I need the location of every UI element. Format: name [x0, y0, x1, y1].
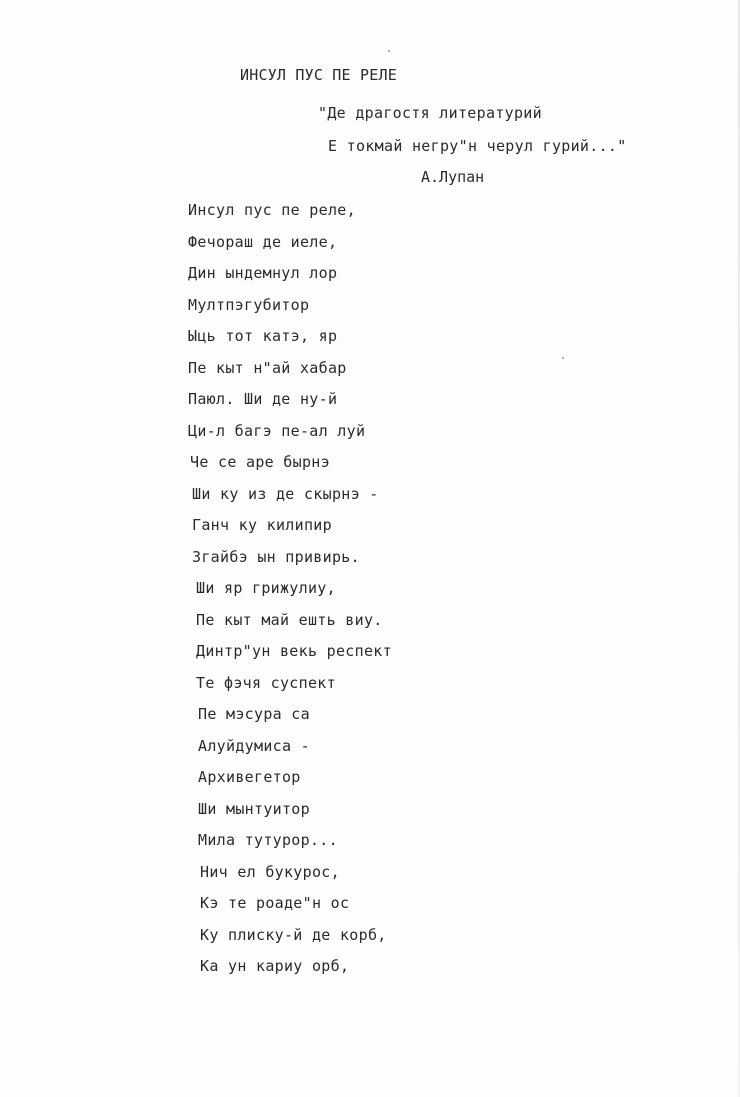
verse-line: Алуйдумиса - — [198, 736, 310, 755]
poem-title: ИНСУЛ ПУС ПЕ РЕЛЕ — [240, 66, 397, 84]
verse-line: Мила тутурор... — [198, 831, 338, 849]
epigraph-line-2: Е токмай негру"н черул гурий..." — [328, 137, 627, 155]
verse-line: Архивегетор — [198, 768, 301, 786]
verse-line: Пе кыт н"ай хабар — [188, 358, 347, 377]
epigraph-author: А.Лупан — [421, 168, 485, 186]
verse-line: Мултпэгубитор — [188, 295, 310, 314]
verse-line: Ку плиску-й де корб, — [200, 925, 387, 944]
epigraph-line-1: "Де драгостя литературий — [318, 104, 542, 122]
verse-line: Пе мэсура са — [198, 705, 310, 723]
verse-line: Кэ те роаде"н ос — [200, 894, 350, 912]
verse-line: Згайбэ ын привирь. — [192, 547, 360, 566]
paper-speck — [388, 50, 390, 52]
verse-line: Инсул пус пе реле, — [188, 201, 356, 219]
verse-line: Ши яр грижулиу, — [196, 579, 336, 597]
verse-line: Пе кыт май ешть виу. — [196, 610, 383, 629]
verse-line: Ши ку из де скырнэ - — [192, 484, 379, 503]
verse-line: Ши мынтуитор — [198, 799, 310, 818]
verse-line: Динтр"ун векь респект — [196, 642, 392, 660]
paper-speck — [562, 357, 564, 359]
verse-line: Те фэчя суспект — [196, 673, 336, 692]
verse-line: Ка ун кариу орб, — [200, 957, 350, 975]
verse-line: Фечораш де иеле, — [188, 232, 338, 251]
verse-line: Нич ел букурос, — [200, 862, 340, 881]
verse-line: Ыць тот катэ, яр — [188, 327, 338, 345]
verse-line: Паюл. Ши де ну-й — [188, 390, 338, 408]
verse-line: Дин ындемнул лор — [188, 264, 338, 282]
verse-line: Ци-л багэ пе-ал луй — [188, 421, 366, 440]
verse-line: Ганч ку килипир — [192, 516, 332, 534]
verse-line: Че се аре бырнэ — [190, 453, 330, 471]
